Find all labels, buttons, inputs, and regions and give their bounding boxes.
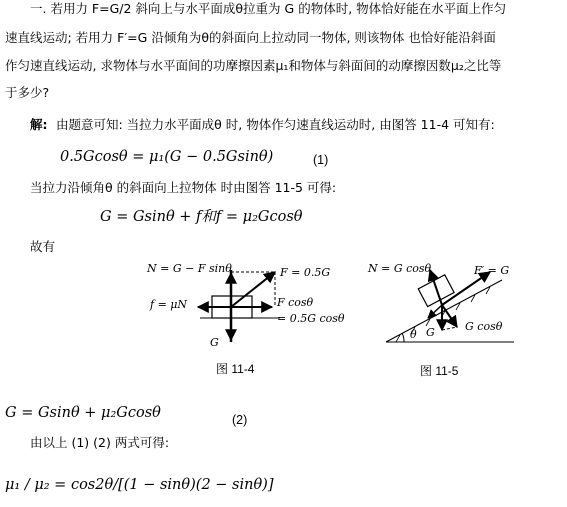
fig5-label-G: G [426, 326, 435, 339]
solution-label: 解: [30, 117, 48, 132]
fig4-label-N: N = G − F sinθ [147, 262, 232, 275]
fig4-label-f: f = μN [150, 298, 188, 311]
fig5-label-theta: θ [410, 328, 417, 341]
problem-line-4: 于多少? [5, 85, 50, 100]
fig5-label-N: N = G cosθ [368, 262, 432, 275]
fig5-label-F: F′ = G [474, 264, 510, 277]
problem-line-1: 一. 若用力 F=G/2 斜向上与水平面成θ拉重为 G 的物体时, 物体恰好能在水平面上作匀 [30, 1, 507, 16]
equation-1: 0.5Gcosθ = μ₁(G − 0.5Gsinθ) [60, 149, 274, 165]
equation-1-number: (1) [313, 153, 329, 167]
fig5-label-Gcos: G cosθ [465, 320, 503, 333]
figure-11-5-caption: 图 11-5 [420, 364, 459, 378]
figure-11-4-caption: 图 11-4 [216, 362, 255, 376]
fig4-label-Fcos2: = 0.5G cosθ [277, 312, 345, 325]
fig4-label-F: F = 0.5G [280, 266, 331, 279]
problem-line-2: 速直线运动; 若用力 F′=G 沿倾角为θ的斜面向上拉动同一物体, 则该物体 也恰好能沿斜面 [5, 30, 496, 45]
equation-2: G = Gsinθ + μ₂Gcosθ [5, 405, 161, 421]
hence-text: 故有 [30, 239, 56, 254]
final-equation: μ₁ / μ₂ = cos2θ/[(1 − sinθ)(2 − sinθ)] [5, 477, 274, 493]
fig4-label-Fcos: F cosθ [277, 296, 314, 309]
problem-line-3: 作匀速直线运动, 求物体与水平面间的功摩擦因素μ₁和物体与斜面间的动摩擦因数μ₂之比等 [5, 58, 502, 73]
equation-2-number: (2) [232, 413, 248, 427]
incline-text: 当拉力沿倾角θ 的斜面向上拉物体 时由图答 11-5 可得: [30, 180, 337, 195]
equation-incline: G = Gsinθ + f和f = μ₂Gcosθ [100, 209, 303, 225]
combine-text: 由以上 (1) (2) 两式可得: [30, 435, 170, 450]
solution-intro: 由题意可知: 当拉力水平面成θ 时, 物体作匀速直线运动时, 由图答 11-4 可知有: [56, 117, 495, 132]
fig4-label-G: G [210, 336, 219, 349]
